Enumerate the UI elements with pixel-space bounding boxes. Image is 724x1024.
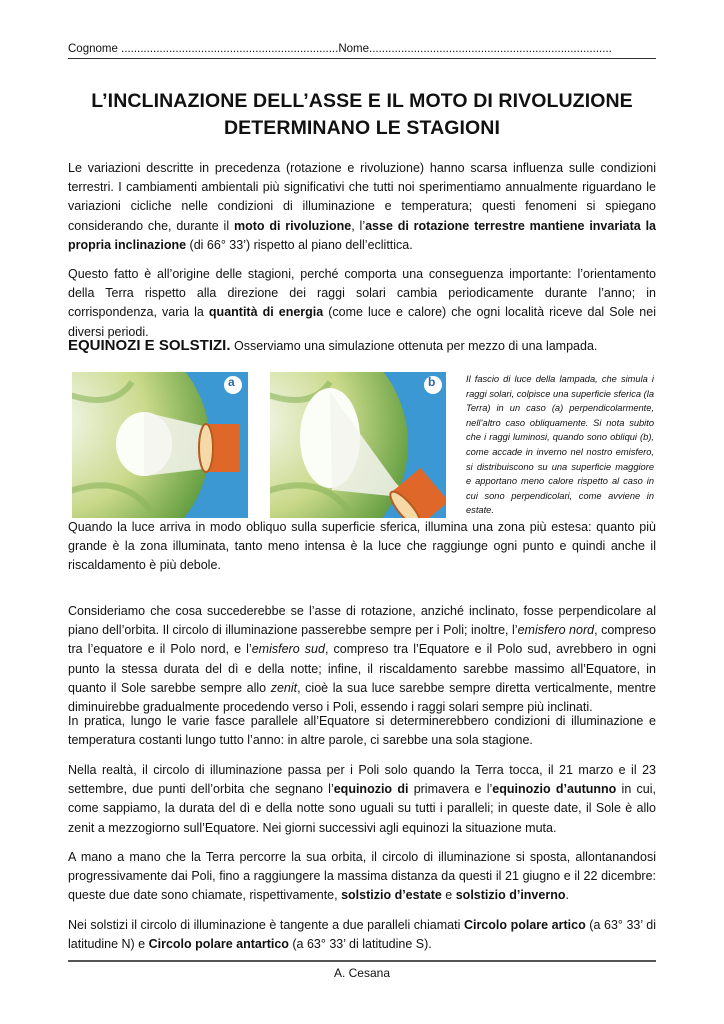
- paragraph-5: In pratica, lungo le varie fasce parallele all’Equatore si determinerebbero condizioni di illuminazione e temperatura costanti lungo tutto l’anno: in altre parole, ci sarebbe una sola stagione.: [68, 714, 656, 748]
- p7-text-c: e: [441, 888, 456, 903]
- title-line-2: DETERMINANO LE STAGIONI: [223, 117, 501, 139]
- p4-italic-emisfero-sud: emisfero sud: [251, 642, 325, 657]
- paragraph-6: [68, 761, 656, 838]
- p4-text-e: , compreso tra l’Equatore e il Polo sud, avrebbero in ogni punto la stessa durata del dì e della notte; infine, il riscaldamento sarebbe massimo all’Equatore, in quanto il Sole sarebbe sempre allo: [68, 642, 656, 695]
- p8-bold-circolo-antartico: Circolo polare antartico: [148, 937, 289, 952]
- p1-bold-asse: asse di rotazione terrestre mantiene invariata la propria inclinazione: [68, 218, 656, 252]
- p4-italic-emisfero-nord: emisfero nord: [517, 623, 595, 638]
- footer-divider: [68, 960, 656, 962]
- p2-bold-energia: quantità di energia: [208, 305, 324, 320]
- figure-caption: Il fascio di luce della lampada, che simula i raggi solari, colpisce una superficie sferica (la Terra) in un caso (a) perpendicolarmente, nell’altro caso obliquamente. Si nota subito che i raggi luminosi, quando sono obliqui (b), come accade in inverno nel nostro emisfero, si distribuiscono su una superficie maggiore e apportano meno calore rispetto al caso in cui sono perpendicolari, come avviene in estate.: [466, 374, 654, 516]
- p6-bold-equinozio-primavera: equinozio di: [333, 782, 409, 797]
- figure-b-label: b: [428, 375, 436, 389]
- p7-text-a: A mano a mano che la Terra percorre la sua orbita, il circolo di illuminazione si sposta, allontanandosi progressivamente dai Poli, fino a raggiungere la massima distanza da questi il 21 giugno e il 22 dicembre: queste due date sono chiamate, rispettivamente,: [68, 850, 656, 903]
- p8-text-c: (a 63° 33’ di latitudine N) e: [68, 918, 657, 952]
- section-subheading: Osserviamo una simulazione ottenuta per mezzo di una lampada.: [230, 339, 598, 353]
- p6-text-e: in cui, come sappiamo, la durata del dì e della notte sono uguali su tutti i paralleli; in queste date, il Sole è allo zenit a mezzogiorno sull’Equatore. Nei giorni successivi agli equinozi la situazione muta.: [68, 782, 656, 835]
- p7-bold-solstizio-estate: solstizio d’estate: [341, 888, 442, 903]
- p8-text-e: (a 63° 33’ di latitudine S).: [288, 937, 432, 952]
- p4-text-a: Consideriamo che cosa succederebbe se l’asse di rotazione, anziché inclinato, fosse perpendicolare al piano dell’orbita. Il circolo di illuminazione passerebbe sempre per i Poli; inoltre, l’: [68, 604, 656, 638]
- p8-bold-circolo-artico: Circolo polare artico: [463, 918, 586, 932]
- p1-text-a: Le variazioni descritte in precedenza (rotazione e rivoluzione) hanno scarsa influenza sulle condizioni terrestri. I cambiamenti ambientali più significativi che tutti noi sperimentiamo annualmente riguardano le variazioni cicliche nelle condizioni di illuminazione e temperatura; questi fenomeni si spiegano considerando che, durante il: [68, 161, 656, 233]
- figure-a-label: a: [228, 375, 235, 389]
- paragraph-8: [68, 916, 656, 954]
- p6-text-c: primavera e l’: [408, 782, 493, 797]
- p4-text-c: , compreso tra l’equatore e il Polo nord, e l’: [68, 623, 656, 657]
- p4-italic-zenit: zenit: [270, 680, 298, 695]
- p2-text-c: (come luce e calore) che ogni località riceve dal Sole nei diversi periodi.: [68, 305, 656, 339]
- paragraph-2: [68, 265, 656, 342]
- nome-field: Nome............................................................................: [338, 43, 612, 55]
- p7-text-e: .: [565, 888, 569, 903]
- p6-bold-equinozio-autunno: equinozio d’autunno: [492, 782, 617, 797]
- name-header: [68, 43, 656, 59]
- paragraph-7: [68, 848, 656, 906]
- p8-text-a: Nei solstizi il circolo di illuminazione è tangente a due paralleli chiamati: [68, 918, 464, 932]
- figure-a-illustration: [72, 372, 248, 518]
- cognome-field: Cognome ....................................................................: [68, 43, 339, 55]
- paragraph-4: [68, 602, 656, 717]
- figure-b-illustration: [270, 372, 446, 518]
- paragraph-1: [68, 159, 656, 255]
- p7-bold-solstizio-inverno: solstizio d’inverno: [455, 888, 566, 903]
- paragraph-3: Quando la luce arriva in modo obliquo sulla superficie sferica, illumina una zona più estesa: quanto più grande è la zona illuminata, tanto meno intensa è la luce che raggiunge ogni punto e quindi anche il riscaldamento è più debole.: [68, 520, 656, 573]
- section-heading: [68, 337, 656, 354]
- p4-text-g: , cioè la sua luce sarebbe sempre diretta verticalmente, mentre diminuirebbe gradualmente procedendo verso i Poli, essendo i raggi solari sempre più inclinati.: [68, 680, 656, 715]
- p1-bold-rivoluzione: moto di rivoluzione: [233, 218, 352, 233]
- page-title: [68, 88, 656, 142]
- p2-text-a: Questo fatto è all’origine delle stagioni, perché comporta una conseguenza importante: l’orientamento della Terra rispetto alla direzione dei raggi solari cambia periodicamente durante l’anno; in corrispondenza, varia la: [68, 267, 656, 320]
- section-heading-bold: EQUINOZI E SOLSTIZI.: [68, 337, 231, 354]
- p1-text-e: (di 66° 33’) rispetto al piano dell’eclittica.: [186, 237, 413, 252]
- p1-text-c: , l’: [351, 218, 366, 233]
- footer-author: A. Cesana: [333, 966, 391, 980]
- p6-text-a: Nella realtà, il circolo di illuminazione passa per i Poli solo quando la Terra tocca, il 21 marzo e il 23 settembre, due punti dell’orbita che segnano l’: [68, 763, 656, 797]
- title-line-1: L’INCLINAZIONE DELL’ASSE E IL MOTO DI RIVOLUZIONE: [91, 90, 633, 112]
